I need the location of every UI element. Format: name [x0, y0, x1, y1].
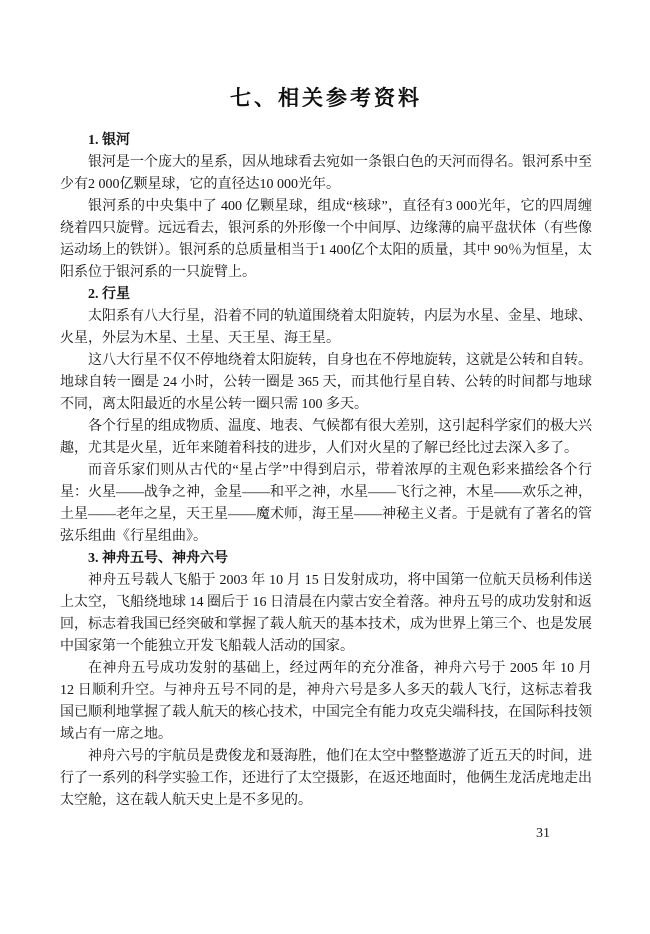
paragraph-planets-1: 太阳系有八大行星，沿着不同的轨道围绕着太阳旋转，内层为水星、金星、地球、火星，外层为木星、土星、天王星、海王星。: [60, 309, 592, 346]
section-heading-planets: 2. 行星: [88, 287, 130, 302]
text-block: [60, 84, 592, 812]
section-heading-galaxy: 1. 银河: [88, 133, 130, 148]
paragraph-planets-3: 各个行星的组成物质、温度、地表、气候都有很大差别，这引起科学家们的极大兴趣，尤其是火星，近年来随着科技的进步，人们对火星的了解已经比过去深入多了。: [60, 419, 592, 456]
paragraph-shenzhou-2: 在神舟五号成功发射的基础上，经过两年的充分准备，神舟六号于 2005 年 10 月 12 日顺利升空。与神舟五号不同的是，神舟六号是多人多天的载人飞行，这标志着我国已顺利地掌握了载人航天的核心技术，中国完全有能力攻克尖端科技，在国际科技领域占有一席之地。: [60, 661, 592, 742]
page-number: 31: [536, 826, 550, 841]
paragraph-galaxy-2: 银河系的中央集中了 400 亿颗星球，组成“核球”，直径有3 000光年，它的四周缠绕着四只旋臂。远远看去，银河系的外形像一个中间厚、边缘薄的扁平盘状体（有些像运动场上的铁饼）。银河系的总质量相当于1 400亿个太阳的质量，其中 90％为恒星，太阳系位于银河系的一只旋臂上。: [60, 199, 592, 280]
page-title: 七、相关参考资料: [230, 86, 422, 110]
section-planets: [60, 284, 592, 548]
paragraph-planets-4: 而音乐家们则从古代的“星占学”中得到启示，带着浓厚的主观色彩来描绘各个行星：火星——战争之神，金星——和平之神，水星——飞行之神，木星——欢乐之神，土星——老年之星，天王星——魔术师，海王星——神秘主义者。于是就有了著名的管弦乐组曲《行星组曲》。: [60, 463, 592, 544]
paragraph-planets-2: 这八大行星不仅不停地绕着太阳旋转，自身也在不停地旋转，这就是公转和自转。地球自转一圈是 24 小时，公转一圈是 365 天，而其他行星自转、公转的时间都与地球不同，离太阳最近的水星公转一圈只需 100 多天。: [60, 353, 592, 412]
section-shenzhou: [60, 548, 592, 812]
paragraph-shenzhou-1: 神舟五号载人飞船于 2003 年 10 月 15 日发射成功，将中国第一位航天员杨利伟送上太空，飞船绕地球 14 圈后于 16 日清晨在内蒙古安全着落。神舟五号的成功发射和返回，标志着我国已经突破和掌握了载人航天的基本技术，成为世界上第三个、也是发展中国家第一个能独立开发飞船载人活动的国家。: [60, 573, 592, 654]
section-galaxy: [60, 130, 592, 284]
paragraph-galaxy-1: 银河是一个庞大的星系，因从地球看去宛如一条银白色的天河而得名。银河系中至少有2 000亿颗星球，它的直径达10 000光年。: [60, 155, 592, 192]
section-heading-shenzhou: 3. 神舟五号、神舟六号: [88, 551, 228, 566]
paragraph-shenzhou-3: 神舟六号的宇航员是费俊龙和聂海胜，他们在太空中整整遨游了近五天的时间，进行了一系列的科学实验工作，还进行了太空摄影，在返还地面时，他俩生龙活虎地走出太空舱，这在载人航天史上是不多见的。: [60, 749, 592, 808]
